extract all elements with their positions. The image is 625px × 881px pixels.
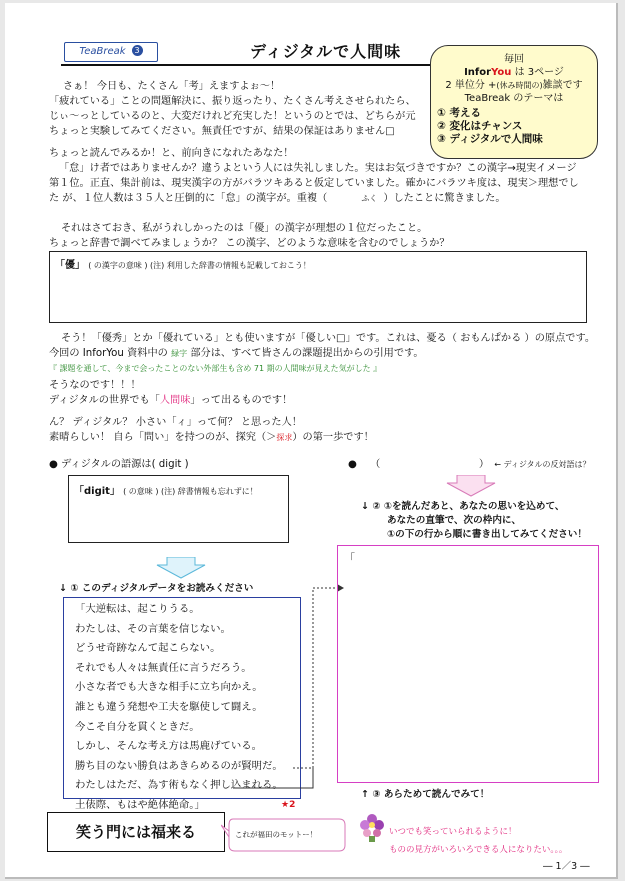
para2-line: [49, 191, 506, 206]
down-arrow-icon: [155, 557, 207, 579]
callout-line1: 毎回: [504, 54, 524, 65]
page-number: ― 1／3 ―: [543, 861, 590, 872]
document-page: [5, 3, 618, 879]
para6-text: 素晴らしい！ 自ら「問い」を持つのが、探究（＞: [49, 432, 277, 443]
poem-line: わたしはただ、為す術もなく押し込まれる。: [75, 779, 283, 792]
para6-line: [49, 430, 374, 445]
flower-icon: [355, 809, 389, 843]
para4-line: そう！「優秀」とか「優れている」とも使いますが「優しい□」です。これは、憂る（ おもんぱかる ）の原点です。: [61, 333, 596, 344]
theme-item: ② 変化はチャンス: [437, 120, 523, 132]
para5-text: 」って出るものです！: [190, 395, 293, 406]
para4-text: 今回の InforYou 資料中の: [49, 348, 168, 359]
callout-infor: Infor: [464, 67, 492, 78]
para2-line: ちょっと読んでみるか！と、前向きになれたあなた！: [49, 148, 294, 159]
callout-units: 2 単位分 +: [445, 80, 497, 91]
para3-line: ちょっと辞書で調べてみましょうか？ この漢字、どのような意味を含むのでしょうか？: [49, 238, 450, 249]
para4-text: 部分は、すべて皆さんの課題提出からの引用です。: [190, 348, 424, 359]
teabreak-badge: [64, 42, 158, 62]
poem-line: 誰とも違う発想や工夫を駆使して闘え。: [75, 700, 263, 713]
instruction-line: ①の下の行から順に書き出してみてください！: [387, 529, 587, 540]
ruby-fuku: ふく: [361, 194, 378, 203]
callout-line2: [431, 66, 597, 79]
badge-text: TeaBreak: [79, 46, 126, 57]
intro-line: さぁ！ 今日も、たくさん「考」えますよぉ～！: [63, 81, 281, 92]
callout-chat: 雑談です: [542, 80, 583, 91]
poem-line: 勝ち目のない勝負はあきらめるのが賢明だ。: [75, 759, 283, 772]
star-mark: ★2: [281, 800, 296, 810]
green-text-label: 緑字: [171, 349, 188, 358]
box1-note: ( の漢字の意味 ) (注) 利用した辞書の情報も記載しておこう！: [88, 261, 311, 270]
digit-box-label: 「digit」: [74, 486, 120, 497]
para6-text: ）の第一歩です！: [292, 432, 374, 443]
open-quote: 「: [344, 552, 355, 565]
paren-open: （: [370, 459, 381, 470]
page-title: ディジタルで人間味: [250, 42, 402, 61]
digit-meaning-box[interactable]: [68, 475, 289, 543]
paren-close: ）: [478, 459, 490, 470]
para2-text: ）したことに驚きました。: [383, 193, 506, 204]
para5-text: ディジタルの世界でも「: [49, 395, 160, 406]
student-quote: 『 課題を通して、今まで会ったことのない外部生も含め 71 期の人間味が見えた気がした 』: [49, 364, 382, 373]
poem-line: しかし、そんな考え方は馬鹿げている。: [75, 740, 263, 753]
instruction-line: ↓ ② ①を読んだあと、あなたの思いを込めて、: [361, 501, 565, 512]
callout-break-note: (休み時間の): [496, 81, 543, 90]
antonym-heading: [348, 457, 591, 472]
reread-instruction: ↑ ③ あらためて読んでみて！: [361, 789, 490, 800]
poem-line: 土俵際、もはや絶体絶命。」: [75, 798, 205, 811]
theme-callout: [430, 45, 598, 159]
poem-line: わたしは、その言葉を信じない。: [75, 622, 231, 635]
poem-line: 「大逆転は、起こりうる。: [75, 603, 200, 615]
theme-item: ① 考える: [437, 107, 482, 119]
theme-item: ③ ディジタルで人間味: [437, 133, 543, 145]
read-instruction: ↓ ① このディジタルデータをお読みください: [59, 583, 254, 594]
digit-box-note: ( の意味 ) (注) 辞書情報も忘れずに！: [123, 487, 258, 496]
para5-line: [49, 393, 292, 408]
pink-note: ものの見方がいろいろできる人になりたい。。。: [389, 845, 568, 855]
poem-line: 今こそ自分を貫くときだ。: [75, 720, 200, 733]
box1-label: 「優」: [55, 260, 85, 271]
tankyuu-ruby: 探求: [276, 433, 293, 442]
yuu-meaning-box[interactable]: [49, 251, 587, 323]
down-arrow-icon: [445, 475, 497, 497]
callout-line3: [431, 79, 597, 92]
motto-box: 笑う門には福来る: [47, 812, 225, 852]
callout-line4: TeaBreak のテーマは: [464, 93, 564, 104]
write-instruction: [361, 500, 587, 542]
poem-line: それでも人々は無責任に言うだろう。: [75, 661, 252, 674]
poem-line: 小さな者でも大きな相手に立ち向かえ。: [75, 681, 263, 694]
heading-bullet: ●: [348, 459, 357, 470]
para2-text: た が、１位人数は３５人と圧倒的に「怠」の漢字が。重複（: [49, 193, 328, 204]
pink-note: いつでも笑っていられるように！: [389, 827, 517, 837]
ningenmi-highlight: 人間味: [159, 395, 191, 406]
para3-line: それはさておき、私がうれしかったのは「優」の漢字が理想の１位だったこと。: [61, 223, 428, 234]
handwriting-box[interactable]: [337, 545, 599, 783]
instruction-line: あなたの直筆で、次の枠内に、: [387, 515, 522, 526]
bubble-text: これが福田のモットー！: [235, 830, 318, 839]
para4-line: [49, 346, 424, 361]
theme-list: [437, 107, 597, 146]
badge-number: 3: [132, 45, 143, 56]
para2-line: 「怠」け者ではありませんか？違うよという人には失礼しました。実はお気づきですか？この漢字→現実イメージ: [59, 163, 577, 174]
antonym-note: ← ディジタルの反対語は？: [494, 460, 591, 469]
connector-lines: [233, 548, 345, 798]
title-underline: [61, 64, 441, 66]
intro-line: じぃ～っとしているのと、大変だけれど充実した！というのとでは、どちらが元: [49, 111, 416, 122]
para5-line: そうなのです！！！: [49, 380, 141, 391]
intro-line: 「疲れている」ことの問題解決に、振り返ったり、たくさん考えさせられたら、: [49, 96, 416, 107]
para2-line: 第１位。正直、集計前は、現実漢字の方がバラツキあると仮定していました。確かにバラツキ度は、現実＞理想でし: [49, 178, 579, 189]
poem-line: どうせ奇跡なんて起こらない。: [75, 642, 221, 655]
callout-pages: は 3ページ: [511, 67, 564, 78]
para6-line: ん？ ディジタル？ 小さい「ィ」って何？ と思った人！: [49, 417, 302, 428]
digit-heading: ● ディジタルの語源は( digit ): [49, 459, 189, 470]
callout-you: You: [491, 67, 512, 78]
intro-line: ちょっと実験してみてください。無責任ですが、結果の保証はありません□: [49, 126, 395, 137]
